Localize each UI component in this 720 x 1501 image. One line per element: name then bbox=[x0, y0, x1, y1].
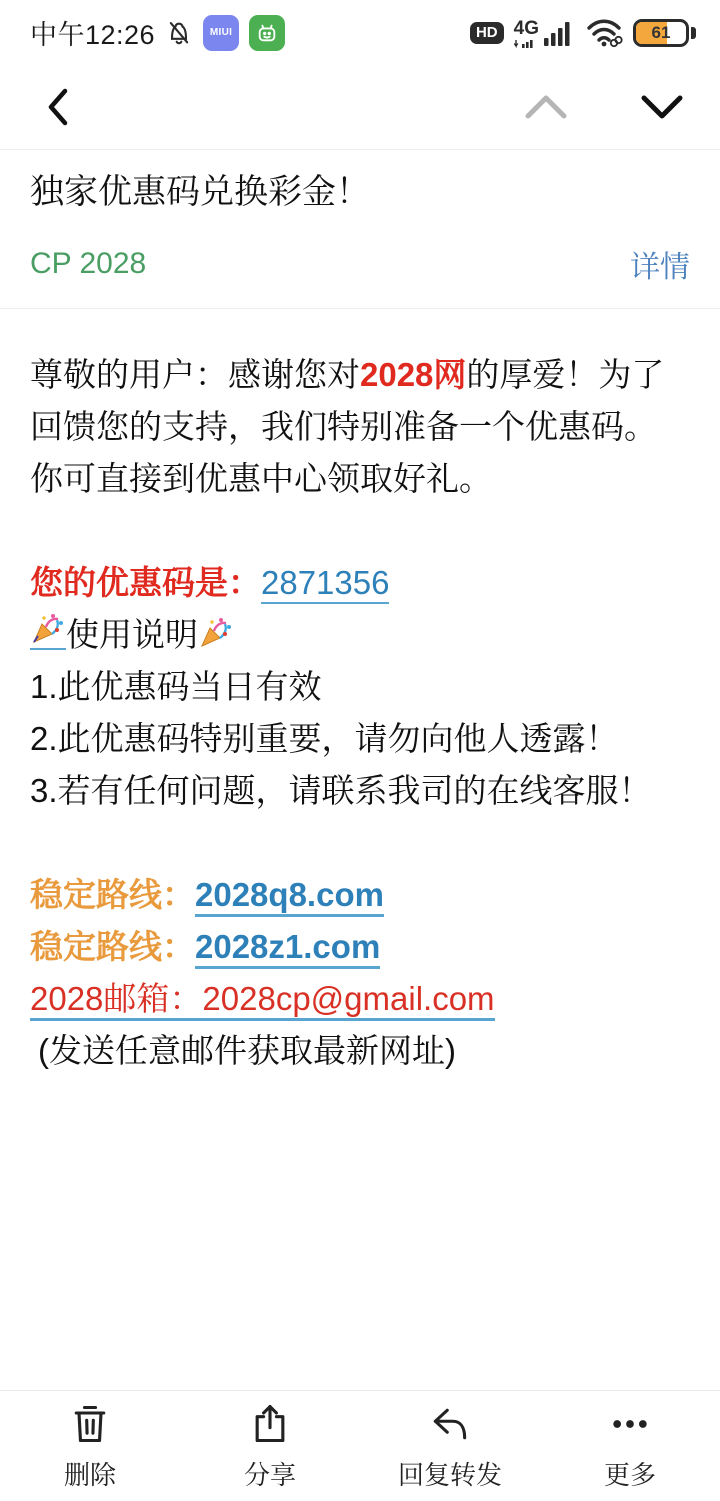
battery-percent-label: 61 bbox=[651, 22, 671, 42]
cellular-signal-icon bbox=[514, 18, 575, 48]
note-line: (发送任意邮件获取最新网址) bbox=[38, 1032, 456, 1069]
clock: 中午12:26 bbox=[30, 20, 156, 50]
route2-url-link[interactable]: 2028z1.com bbox=[195, 928, 380, 969]
usage-title-line bbox=[30, 609, 690, 661]
nav-bar bbox=[0, 65, 720, 150]
back-button[interactable] bbox=[34, 83, 82, 131]
email-header bbox=[0, 150, 720, 309]
route-line bbox=[30, 921, 690, 973]
route-line bbox=[30, 869, 690, 921]
trash-icon bbox=[68, 1401, 112, 1447]
details-link[interactable]: 详情 bbox=[630, 251, 690, 284]
reply-forward-icon bbox=[428, 1401, 472, 1447]
party-popper-icon bbox=[198, 614, 234, 650]
more-button[interactable] bbox=[540, 1391, 720, 1501]
delete-button[interactable] bbox=[0, 1391, 180, 1501]
route1-url-link[interactable]: 2028q8.com bbox=[195, 876, 384, 917]
more-icon bbox=[608, 1401, 652, 1447]
email-subject: 独家优惠码兑换彩金！ bbox=[30, 173, 370, 211]
wifi-icon bbox=[585, 17, 623, 49]
status-bar bbox=[0, 0, 720, 65]
share-button[interactable] bbox=[180, 1391, 360, 1501]
rule-line: 2.此优惠码特别重要，请勿向他人透露！ bbox=[30, 720, 619, 757]
toolbar-label: 删除 bbox=[63, 1459, 116, 1490]
coupon-label: 您的优惠码是： bbox=[30, 564, 261, 601]
usage-title: 使用说明 bbox=[66, 616, 198, 653]
contact-email-line bbox=[30, 973, 690, 1025]
rule-line: 3.若有任何问题，请联系我司的在线客服！ bbox=[30, 772, 652, 809]
reply-forward-button[interactable] bbox=[360, 1391, 540, 1501]
contact-email-link[interactable]: 2028邮箱：2028cp@gmail.com bbox=[30, 980, 495, 1021]
battery-indicator bbox=[633, 19, 696, 47]
toolbar-label: 回复转发 bbox=[397, 1459, 502, 1490]
network-type-label: 4G bbox=[513, 17, 539, 39]
share-icon bbox=[248, 1401, 292, 1447]
mute-bell-icon bbox=[165, 19, 193, 47]
miui-notification-icon: MIUI bbox=[203, 15, 239, 51]
toolbar-label: 更多 bbox=[603, 1459, 656, 1490]
rule-line: 1.此优惠码当日有效 bbox=[30, 668, 322, 705]
sender-name[interactable]: CP 2028 bbox=[30, 247, 147, 280]
body-line: 你可直接到优惠中心领取好礼。 bbox=[30, 460, 492, 497]
hd-volte-icon: HD bbox=[470, 22, 504, 44]
route-label: 稳定路线： bbox=[30, 876, 195, 913]
bottom-toolbar bbox=[0, 1390, 720, 1501]
toolbar-label: 分享 bbox=[243, 1459, 296, 1490]
route-label: 稳定路线： bbox=[30, 928, 195, 965]
body-line: 尊敬的用户：感谢您对2028网的厚爱！为了 bbox=[30, 356, 665, 393]
brand-highlight: 2028网 bbox=[360, 356, 467, 393]
previous-email-button[interactable] bbox=[522, 83, 570, 131]
party-popper-icon bbox=[30, 610, 66, 650]
coupon-code-link[interactable]: 2871356 bbox=[261, 564, 389, 604]
robot-app-notification-icon bbox=[249, 15, 285, 51]
body-line: 回馈您的支持，我们特别准备一个优惠码。 bbox=[30, 408, 657, 445]
email-body bbox=[0, 309, 720, 1077]
coupon-line bbox=[30, 557, 690, 609]
next-email-button[interactable] bbox=[638, 83, 686, 131]
